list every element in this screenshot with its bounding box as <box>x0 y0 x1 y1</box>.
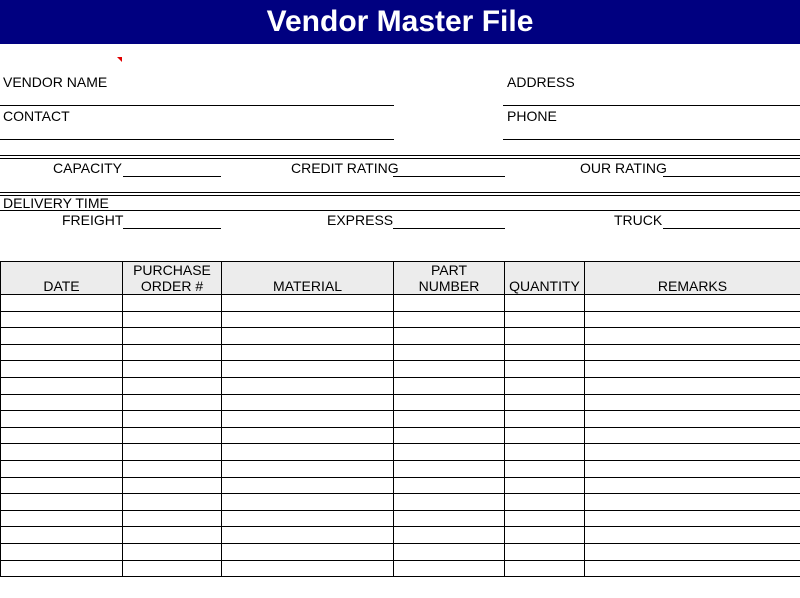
column-header-date: DATE <box>1 262 123 295</box>
cell-remarks[interactable] <box>585 394 800 411</box>
freight-label: FREIGHT <box>62 212 124 228</box>
column-header-material: MATERIAL <box>222 262 394 295</box>
cell-purchase-order[interactable] <box>123 328 222 345</box>
cell-material[interactable] <box>222 311 394 328</box>
cell-date[interactable] <box>1 377 123 394</box>
cell-remarks[interactable] <box>585 377 800 394</box>
address-label: ADDRESS <box>507 74 575 90</box>
cell-date[interactable] <box>1 311 123 328</box>
cell-quantity[interactable] <box>505 427 585 444</box>
cell-part-number[interactable] <box>394 377 505 394</box>
section-divider <box>0 155 800 159</box>
cell-remarks[interactable] <box>585 361 800 378</box>
cell-date[interactable] <box>1 543 123 560</box>
purchase-log-table <box>0 261 800 577</box>
cell-remarks[interactable] <box>585 460 800 477</box>
table-row <box>1 394 800 411</box>
cell-purchase-order[interactable] <box>123 311 222 328</box>
address-field[interactable] <box>503 105 800 106</box>
cell-quantity[interactable] <box>505 560 585 577</box>
truck-field[interactable] <box>663 228 800 229</box>
cell-part-number[interactable] <box>394 394 505 411</box>
cell-date[interactable] <box>1 328 123 345</box>
cell-purchase-order[interactable] <box>123 444 222 461</box>
table-row <box>1 527 800 544</box>
express-field[interactable] <box>393 228 505 229</box>
cell-quantity[interactable] <box>505 411 585 428</box>
table-row <box>1 411 800 428</box>
truck-label: TRUCK <box>614 212 663 228</box>
cell-part-number[interactable] <box>394 494 505 511</box>
cell-quantity[interactable] <box>505 460 585 477</box>
cell-quantity[interactable] <box>505 510 585 527</box>
cell-purchase-order[interactable] <box>123 394 222 411</box>
our-rating-field[interactable] <box>663 176 800 177</box>
cell-material[interactable] <box>222 510 394 527</box>
cell-part-number[interactable] <box>394 477 505 494</box>
delivery-time-rule <box>0 210 800 211</box>
credit-rating-label: CREDIT RATING <box>291 160 399 176</box>
table-row <box>1 560 800 577</box>
cell-date[interactable] <box>1 460 123 477</box>
cell-material[interactable] <box>222 328 394 345</box>
page-title: Vendor Master File <box>0 0 800 44</box>
cell-purchase-order[interactable] <box>123 543 222 560</box>
cell-purchase-order[interactable] <box>123 477 222 494</box>
table-row <box>1 311 800 328</box>
cell-part-number[interactable] <box>394 460 505 477</box>
column-header-purchase-order: PURCHASE ORDER # <box>123 262 222 295</box>
cell-purchase-order[interactable] <box>123 344 222 361</box>
table-row <box>1 494 800 511</box>
cell-material[interactable] <box>222 427 394 444</box>
credit-rating-field[interactable] <box>393 176 505 177</box>
cell-quantity[interactable] <box>505 361 585 378</box>
cell-purchase-order[interactable] <box>123 377 222 394</box>
cell-quantity[interactable] <box>505 527 585 544</box>
cell-remarks[interactable] <box>585 477 800 494</box>
cell-material[interactable] <box>222 477 394 494</box>
cell-remarks[interactable] <box>585 527 800 544</box>
cell-material[interactable] <box>222 460 394 477</box>
cell-material[interactable] <box>222 494 394 511</box>
cell-quantity[interactable] <box>505 394 585 411</box>
cell-quantity[interactable] <box>505 377 585 394</box>
cell-material[interactable] <box>222 394 394 411</box>
table-row <box>1 444 800 461</box>
cell-material[interactable] <box>222 295 394 312</box>
table-header-row <box>1 262 800 295</box>
cell-purchase-order[interactable] <box>123 527 222 544</box>
contact-label: CONTACT <box>3 108 70 124</box>
cell-material[interactable] <box>222 411 394 428</box>
cell-quantity[interactable] <box>505 344 585 361</box>
table-row <box>1 543 800 560</box>
cell-part-number[interactable] <box>394 328 505 345</box>
freight-field[interactable] <box>123 228 221 229</box>
cell-date[interactable] <box>1 394 123 411</box>
cell-material[interactable] <box>222 344 394 361</box>
cell-remarks[interactable] <box>585 311 800 328</box>
cell-material[interactable] <box>222 444 394 461</box>
cell-material[interactable] <box>222 361 394 378</box>
cell-part-number[interactable] <box>394 295 505 312</box>
column-header-quantity: QUANTITY <box>505 262 585 295</box>
cell-date[interactable] <box>1 477 123 494</box>
cell-remarks[interactable] <box>585 344 800 361</box>
cell-part-number[interactable] <box>394 560 505 577</box>
table-row <box>1 427 800 444</box>
cell-purchase-order[interactable] <box>123 295 222 312</box>
table-row <box>1 361 800 378</box>
cell-purchase-order[interactable] <box>123 494 222 511</box>
column-header-remarks: REMARKS <box>585 262 800 295</box>
table-row <box>1 295 800 312</box>
cell-remarks[interactable] <box>585 295 800 312</box>
contact-field[interactable] <box>0 139 394 140</box>
vendor-name-field[interactable] <box>0 105 394 106</box>
table-body <box>1 295 800 577</box>
cell-material[interactable] <box>222 377 394 394</box>
cell-remarks[interactable] <box>585 444 800 461</box>
cell-purchase-order[interactable] <box>123 427 222 444</box>
table-row <box>1 377 800 394</box>
cell-purchase-order[interactable] <box>123 361 222 378</box>
cell-quantity[interactable] <box>505 328 585 345</box>
cell-part-number[interactable] <box>394 527 505 544</box>
cell-remarks[interactable] <box>585 328 800 345</box>
cell-date[interactable] <box>1 527 123 544</box>
table-row <box>1 344 800 361</box>
cell-quantity[interactable] <box>505 494 585 511</box>
cell-part-number[interactable] <box>394 444 505 461</box>
cell-purchase-order[interactable] <box>123 460 222 477</box>
comment-indicator <box>117 57 122 62</box>
cell-remarks[interactable] <box>585 427 800 444</box>
cell-purchase-order[interactable] <box>123 560 222 577</box>
column-header-part-number: PART NUMBER <box>394 262 505 295</box>
table-row <box>1 477 800 494</box>
cell-remarks[interactable] <box>585 543 800 560</box>
cell-part-number[interactable] <box>394 344 505 361</box>
vendor-name-label: VENDOR NAME <box>3 74 108 90</box>
our-rating-label: OUR RATING <box>580 160 667 176</box>
table-row <box>1 510 800 527</box>
cell-date[interactable] <box>1 510 123 527</box>
cell-part-number[interactable] <box>394 411 505 428</box>
capacity-field[interactable] <box>123 176 221 177</box>
cell-material[interactable] <box>222 543 394 560</box>
section-divider <box>0 192 800 196</box>
cell-remarks[interactable] <box>585 560 800 577</box>
cell-date[interactable] <box>1 295 123 312</box>
cell-purchase-order[interactable] <box>123 411 222 428</box>
cell-remarks[interactable] <box>585 411 800 428</box>
phone-field[interactable] <box>503 139 800 140</box>
table-row <box>1 328 800 345</box>
cell-remarks[interactable] <box>585 494 800 511</box>
delivery-time-label: DELIVERY TIME <box>3 195 109 211</box>
cell-date[interactable] <box>1 344 123 361</box>
cell-quantity[interactable] <box>505 311 585 328</box>
express-label: EXPRESS <box>327 212 394 228</box>
cell-quantity[interactable] <box>505 444 585 461</box>
cell-date[interactable] <box>1 560 123 577</box>
cell-date[interactable] <box>1 494 123 511</box>
cell-quantity[interactable] <box>505 477 585 494</box>
cell-date[interactable] <box>1 444 123 461</box>
cell-quantity[interactable] <box>505 295 585 312</box>
cell-quantity[interactable] <box>505 543 585 560</box>
cell-part-number[interactable] <box>394 311 505 328</box>
cell-purchase-order[interactable] <box>123 510 222 527</box>
phone-label: PHONE <box>507 108 557 124</box>
cell-part-number[interactable] <box>394 427 505 444</box>
cell-remarks[interactable] <box>585 510 800 527</box>
cell-material[interactable] <box>222 527 394 544</box>
cell-date[interactable] <box>1 427 123 444</box>
cell-part-number[interactable] <box>394 543 505 560</box>
cell-date[interactable] <box>1 411 123 428</box>
cell-part-number[interactable] <box>394 361 505 378</box>
table-row <box>1 460 800 477</box>
cell-part-number[interactable] <box>394 510 505 527</box>
capacity-label: CAPACITY <box>53 160 122 176</box>
cell-material[interactable] <box>222 560 394 577</box>
cell-date[interactable] <box>1 361 123 378</box>
